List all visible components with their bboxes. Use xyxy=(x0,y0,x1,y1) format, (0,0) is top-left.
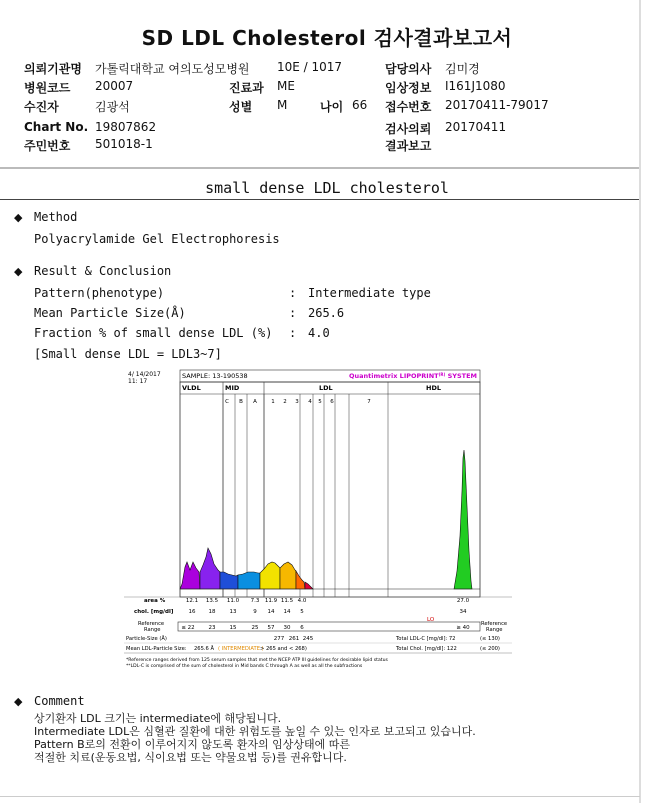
method-text: Polyacrylamide Gel Electrophoresis xyxy=(34,232,280,246)
band-label-C: C xyxy=(225,399,229,405)
area-value: 11.0 xyxy=(226,598,240,604)
psize-value: 261 xyxy=(288,636,300,642)
area-value: 11.5 xyxy=(280,598,294,604)
chart-no-value: 19807862 xyxy=(95,120,157,134)
chart-date: 4/ 14/2017 xyxy=(128,371,161,378)
ref-value: 23 xyxy=(208,625,216,631)
doctor-value: 김미경 xyxy=(445,62,480,76)
rrn-label: 주민번호 xyxy=(24,139,71,153)
chart-no-label: Chart No. xyxy=(24,120,89,134)
section-title: small dense LDL cholesterol xyxy=(205,179,449,197)
band-label-A: A xyxy=(253,399,257,405)
report-title: SD LDL Cholesterol 검사결과보고서 xyxy=(141,26,513,50)
area-row-label: area % xyxy=(144,598,166,604)
ref-row-label-1: Reference xyxy=(138,621,165,627)
chol-value: 5 xyxy=(300,609,304,615)
comment-bullet-icon: ◆ xyxy=(14,695,23,708)
doctor-label: 담당의사 xyxy=(385,62,432,76)
band-label-7: 7 xyxy=(367,399,371,405)
comment-heading: Comment xyxy=(34,694,85,708)
ref-value: 6 xyxy=(300,625,304,631)
method-bullet-icon: ◆ xyxy=(14,211,23,224)
report-date-label: 결과보고 xyxy=(385,139,432,153)
comment-line-2: Intermediate LDL은 심혈관 질환에 대한 위험도를 높일 수 있는 인자로 보고되고 있습니다. xyxy=(34,725,476,738)
ward-value: 10E / 1017 xyxy=(277,60,343,74)
hospital-code-value: 20007 xyxy=(95,79,134,93)
clinical-value: I161J1080 xyxy=(445,79,506,93)
comment-line-1: 상기환자 LDL 크기는 intermediate에 해당됩니다. xyxy=(34,712,282,725)
particle-size-value: 265.6 xyxy=(308,306,345,320)
result-bullet-icon: ◆ xyxy=(14,265,23,278)
chart-time: 11: 17 xyxy=(128,378,148,385)
age-value: 66 xyxy=(352,98,368,112)
area-value: 13.5 xyxy=(205,598,219,604)
pattern-value: Intermediate type xyxy=(308,286,431,300)
dept-value: ME xyxy=(277,79,295,93)
chol-value: 13 xyxy=(229,609,237,615)
particle-size-colon: : xyxy=(289,306,297,320)
group-ldl: LDL xyxy=(319,384,333,392)
method-heading: Method xyxy=(34,210,78,224)
chart-sample: SAMPLE: 13-190538 xyxy=(182,372,248,380)
comment-line-4: 적절한 치료(운동요법, 식이요법 또는 약물요법 등)를 권유합니다. xyxy=(34,751,347,764)
area-value: 11.9 xyxy=(264,598,278,604)
mean-size-label: Mean LDL-Particle Size: xyxy=(126,646,187,652)
ref-value: 30 xyxy=(283,625,291,631)
request-label: 검사의뢰 xyxy=(385,122,432,136)
hdl-lo-flag: LO xyxy=(427,617,435,623)
institution-value: 가톨릭대학교 여의도성모병원 xyxy=(95,62,250,76)
result-heading: Result & Conclusion xyxy=(34,264,172,278)
psize-value: 245 xyxy=(302,636,314,642)
area-value: 4.0 xyxy=(297,598,307,604)
header-divider xyxy=(0,167,640,169)
total-ldl: Total LDL-C [mg/dl]: 72 xyxy=(396,636,456,642)
band-label-2: 2 xyxy=(283,399,287,405)
ref-row-label-right-1: Reference xyxy=(481,621,508,627)
sex-label: 성별 xyxy=(229,100,253,114)
chart-footnote-2: **LDL-C is comprised of the sum of cholesterol in Mid bands C through A as well as all the subfractions xyxy=(126,664,363,669)
ref-value: 15 xyxy=(229,625,237,631)
chol-value: 34 xyxy=(459,609,467,615)
ref-value: 57 xyxy=(267,625,275,631)
particle-size-label: Mean Particle Size(Å) xyxy=(34,306,186,320)
receipt-value: 20170411-79017 xyxy=(445,98,549,112)
patient-value: 김광석 xyxy=(95,100,130,114)
ref-row-label-right-2: Range xyxy=(486,627,503,633)
sd-ldl-note: [Small dense LDL = LDL3~7] xyxy=(34,347,222,361)
chart-brand: Quantimetrix $LIPOPRINT^{(R)}$ SYSTEM xyxy=(349,372,478,380)
institution-label: 의뢰기관명 xyxy=(24,62,82,76)
comment-line-3: Pattern B로의 전환이 이루어지지 않도록 환자의 임상상태에 따른 xyxy=(34,738,350,751)
peak-mid-a xyxy=(238,572,260,589)
chol-value: 16 xyxy=(188,609,196,615)
band-label-3: 3 xyxy=(295,399,299,405)
area-value: 27.0 xyxy=(456,598,470,604)
mean-size-range: > 265 and < 268) xyxy=(260,646,307,652)
chol-value: 9 xyxy=(253,609,257,615)
dept-label: 진료과 xyxy=(229,81,264,95)
mean-size-value: 265.6 Å xyxy=(194,646,215,652)
clinical-label: 임상정보 xyxy=(385,81,432,95)
group-hdl: HDL xyxy=(426,384,441,392)
group-mid: MID xyxy=(225,384,240,392)
chol-value: 14 xyxy=(283,609,291,615)
page-bottom-line xyxy=(0,796,640,797)
psize-row-label: Particle-Size (Å) xyxy=(126,636,167,642)
hospital-code-label: 병원코드 xyxy=(24,81,71,95)
pattern-label: Pattern(phenotype) xyxy=(34,286,165,300)
band-label-1: 1 xyxy=(271,399,275,405)
band-label-5: 5 xyxy=(318,399,322,405)
area-value: 7.3 xyxy=(250,598,260,604)
chart-footnote-1: *Reference ranges derived from 125 serum samples that met the NCEP ATP III guidelines for desirable lipid status xyxy=(126,658,388,663)
receipt-label: 접수번호 xyxy=(385,100,432,114)
band-label-6: 6 xyxy=(330,399,334,405)
total-chol-ref: (≤ 200) xyxy=(480,646,500,652)
total-chol: Total Chol. [mg/dl]: 122 xyxy=(396,646,457,652)
patient-label: 수진자 xyxy=(24,100,59,114)
request-value: 20170411 xyxy=(445,120,507,134)
fraction-colon: : xyxy=(289,326,297,340)
group-vldl: VLDL xyxy=(182,384,201,392)
ref-value: ≤ 22 xyxy=(181,625,195,631)
area-value: 12.1 xyxy=(185,598,199,604)
band-label-4: 4 xyxy=(308,399,312,405)
mean-size-type: ( INTERMEDIATE ) xyxy=(218,646,264,652)
band-label-B: B xyxy=(239,399,243,405)
lipoprint-chart xyxy=(124,366,512,676)
chol-value: 14 xyxy=(267,609,275,615)
ref-value: 25 xyxy=(251,625,259,631)
page-right-border xyxy=(639,0,641,803)
pattern-colon: : xyxy=(289,286,297,300)
section-divider xyxy=(0,199,640,200)
chol-row-label: chol. [mg/dl] xyxy=(134,609,174,615)
chol-value: 18 xyxy=(208,609,216,615)
ref-value: ≥ 40 xyxy=(456,625,470,631)
rrn-value: 501018-1 xyxy=(95,137,153,151)
sex-value: M xyxy=(277,98,288,112)
fraction-value: 4.0 xyxy=(308,326,330,340)
total-ldl-ref: (≤ 130) xyxy=(480,636,500,642)
psize-value: 277 xyxy=(273,636,285,642)
ref-row-label-2: Range xyxy=(144,627,161,633)
age-label: 나이 xyxy=(320,100,344,114)
fraction-label: Fraction % of small dense LDL (%) xyxy=(34,326,273,340)
